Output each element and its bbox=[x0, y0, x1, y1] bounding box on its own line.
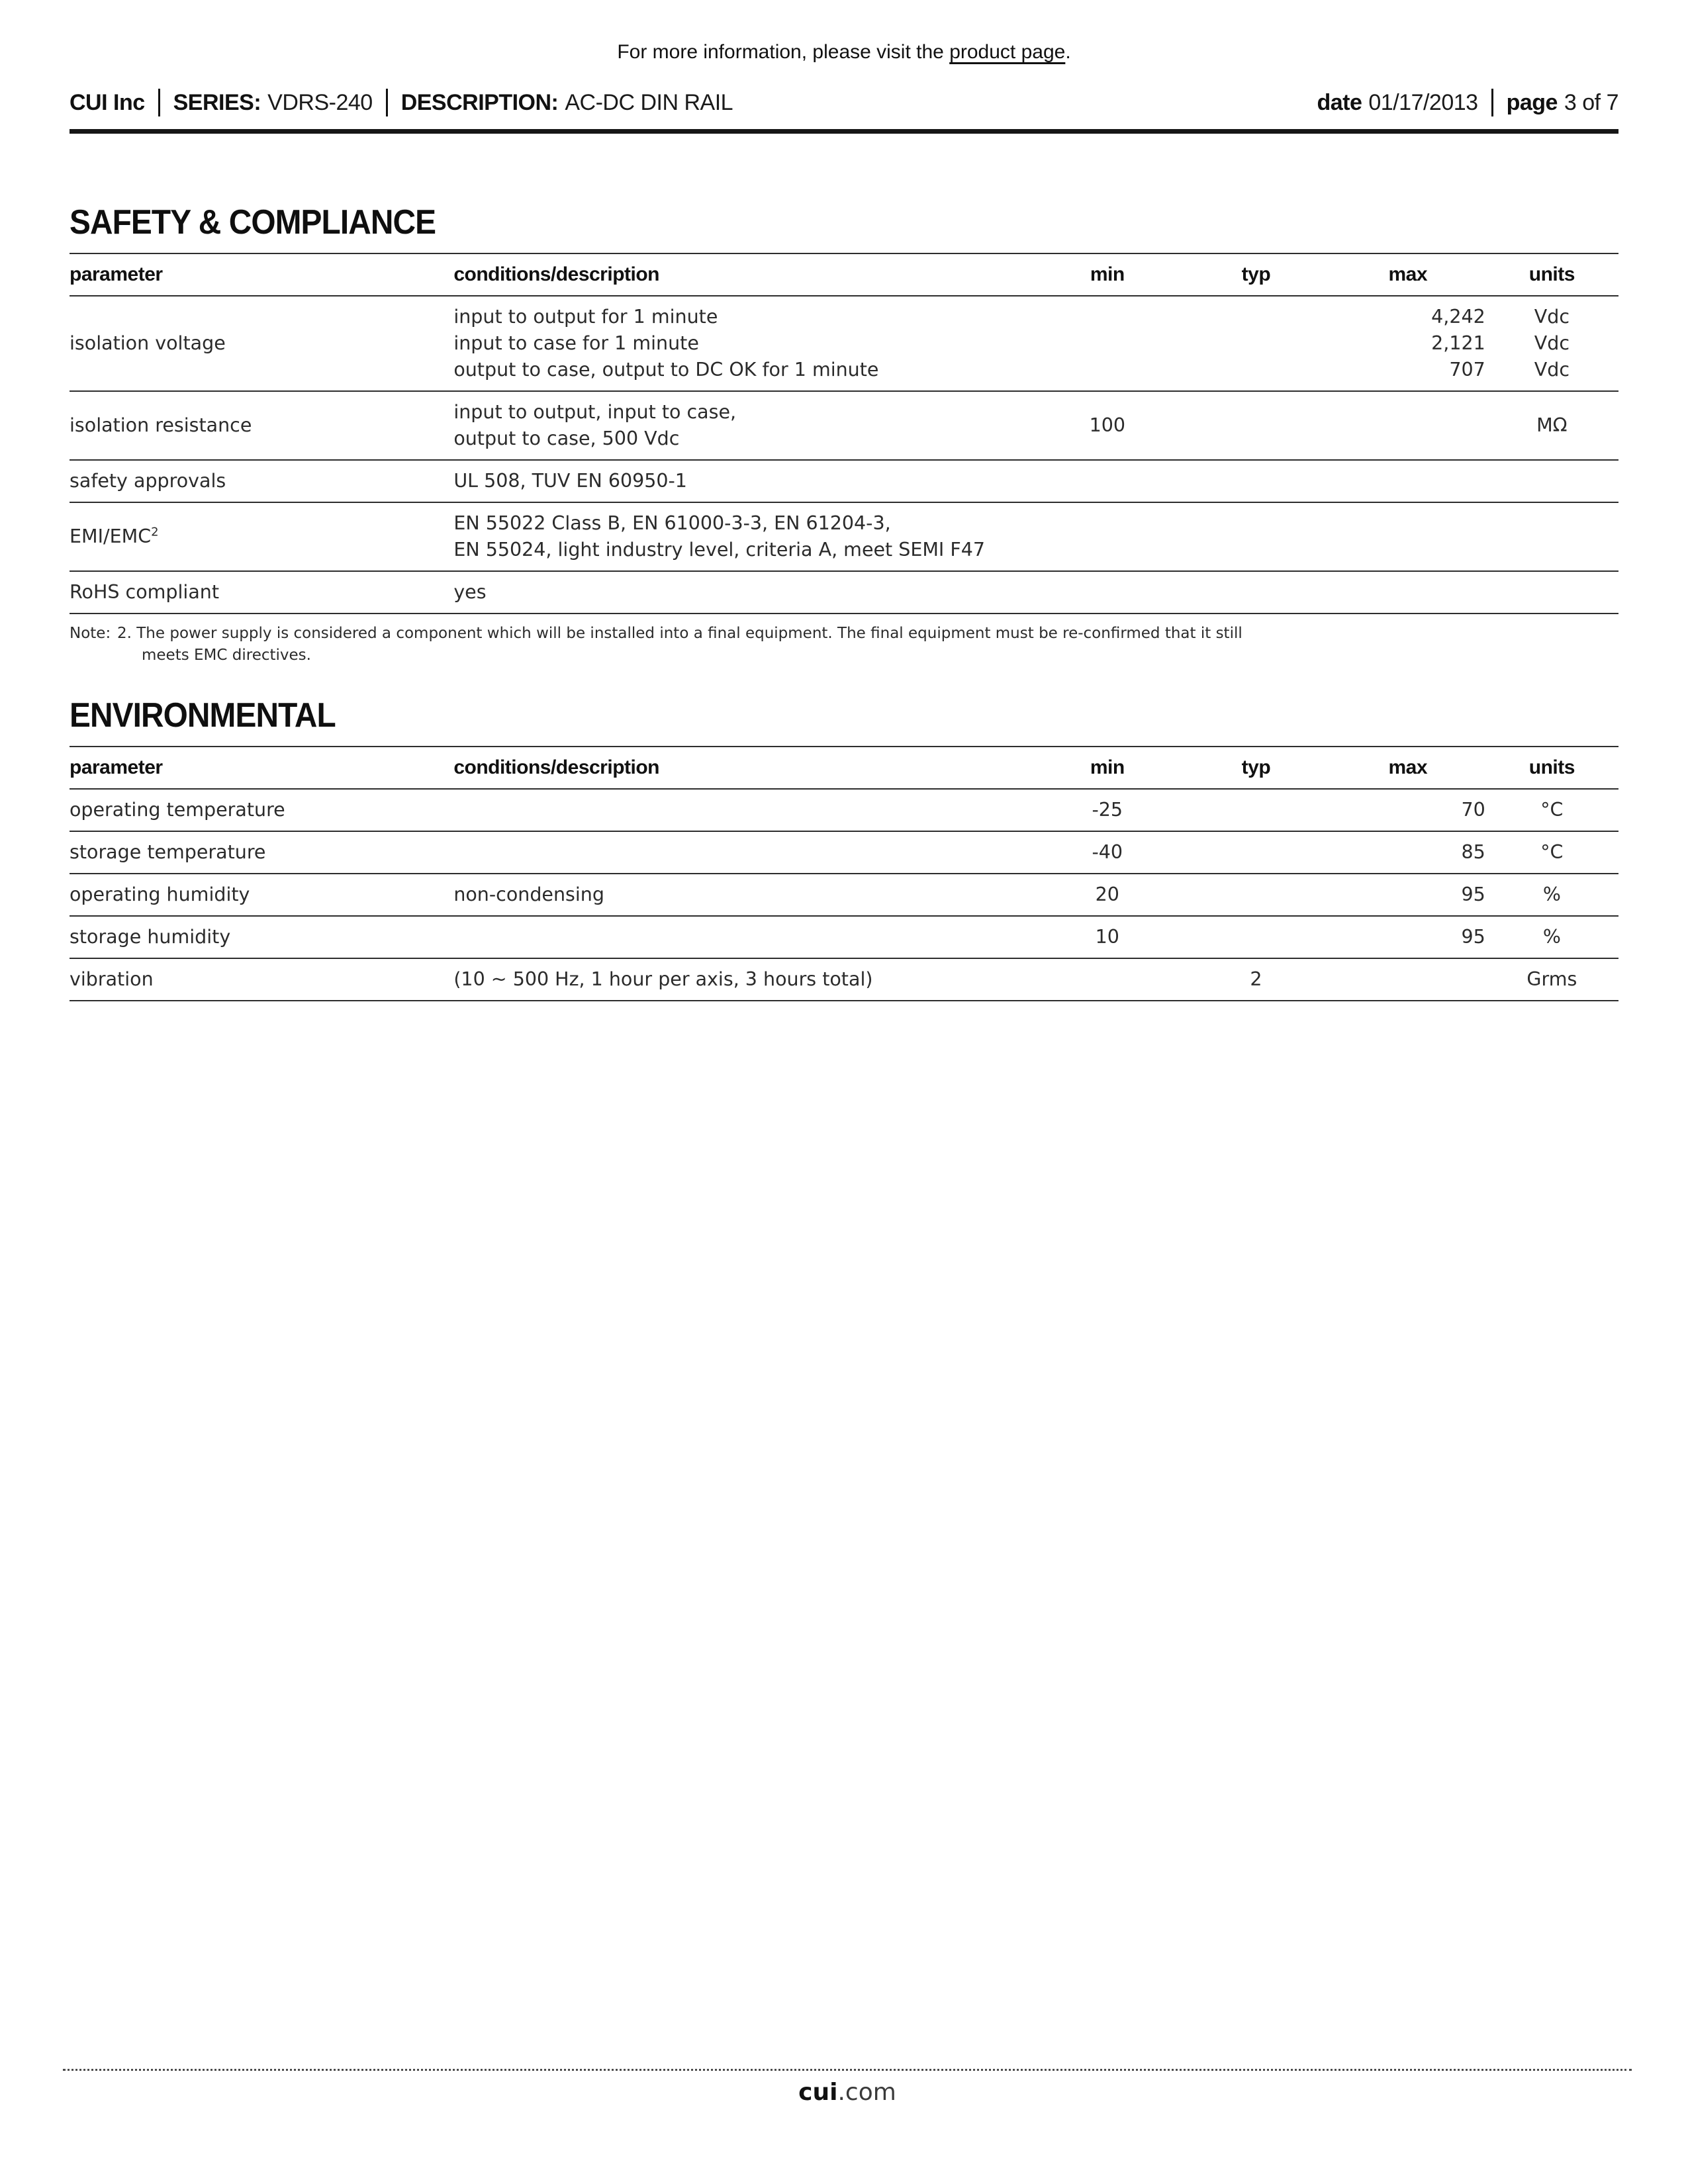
table-row bbox=[70, 571, 1618, 614]
cell-max bbox=[1331, 789, 1485, 831]
cell-typ bbox=[1182, 502, 1331, 571]
table-header-row bbox=[70, 747, 1618, 789]
safety-compliance-table bbox=[70, 253, 1618, 614]
cell-parameter: operating temperature bbox=[70, 789, 453, 831]
company-name: CUI Inc bbox=[70, 89, 145, 115]
cell-line: 4,242 bbox=[1431, 306, 1485, 328]
cell-typ bbox=[1182, 789, 1331, 831]
series-label: SERIES: bbox=[173, 89, 261, 115]
cell-units bbox=[1485, 571, 1618, 614]
top-note-period: . bbox=[1065, 41, 1071, 63]
cell-units bbox=[1485, 502, 1618, 571]
cell-min bbox=[1033, 831, 1182, 874]
cell-min bbox=[1033, 391, 1182, 460]
table-row bbox=[70, 460, 1618, 502]
document-header-right bbox=[1317, 89, 1618, 116]
table-body bbox=[70, 296, 1618, 614]
footer-site-link[interactable] bbox=[63, 2079, 1632, 2106]
cell-units bbox=[1485, 916, 1618, 958]
cell-max bbox=[1331, 571, 1485, 614]
cell-max bbox=[1331, 874, 1485, 916]
column-min: min bbox=[1033, 747, 1182, 789]
note-body bbox=[117, 623, 1243, 666]
top-note-text: For more information, please visit the bbox=[617, 41, 950, 63]
cell-typ bbox=[1182, 391, 1331, 460]
table-row bbox=[70, 789, 1618, 831]
cell-min bbox=[1033, 502, 1182, 571]
column-units: units bbox=[1485, 253, 1618, 296]
cell-typ bbox=[1182, 831, 1331, 874]
cell-typ bbox=[1182, 874, 1331, 916]
cell-max bbox=[1331, 502, 1485, 571]
cell-conditions bbox=[453, 296, 1033, 391]
divider-bar bbox=[158, 89, 160, 116]
cell-conditions bbox=[453, 460, 1033, 502]
note-line: meets EMC directives. bbox=[142, 647, 311, 664]
cell-typ bbox=[1182, 916, 1331, 958]
note-line: 2. The power supply is considered a component which will be installed into a final equipment. The final equipment must be re-confirmed that it still bbox=[117, 625, 1243, 642]
cell-line: 85 bbox=[1461, 841, 1485, 863]
cell-max bbox=[1331, 831, 1485, 874]
cell-line: MΩ bbox=[1536, 414, 1568, 436]
cell-line: 2,121 bbox=[1431, 332, 1485, 354]
cell-line: input to case for 1 minute bbox=[453, 332, 699, 354]
cell-line: 70 bbox=[1461, 799, 1485, 821]
cell-line: % bbox=[1542, 884, 1561, 905]
cell-line: Vdc bbox=[1534, 332, 1570, 354]
footnote-marker: 2 bbox=[151, 525, 159, 539]
note-label: Note: bbox=[70, 625, 111, 642]
cell-conditions bbox=[453, 391, 1033, 460]
cell-units bbox=[1485, 296, 1618, 391]
cell-line: °C bbox=[1540, 841, 1564, 863]
cell-min bbox=[1033, 916, 1182, 958]
cell-parameter: operating humidity bbox=[70, 874, 453, 916]
page-number: 3 of 7 bbox=[1564, 89, 1618, 115]
table-header bbox=[70, 253, 1618, 296]
cell-max bbox=[1331, 460, 1485, 502]
series-value: VDRS-240 bbox=[267, 89, 373, 115]
cell-min bbox=[1033, 958, 1182, 1001]
column-conditions: conditions/description bbox=[453, 253, 1033, 296]
cell-conditions bbox=[453, 831, 1033, 874]
cell-units bbox=[1485, 789, 1618, 831]
cell-parameter: storage humidity bbox=[70, 916, 453, 958]
cell-line: °C bbox=[1540, 799, 1564, 821]
cell-units bbox=[1485, 874, 1618, 916]
cell-typ bbox=[1182, 460, 1331, 502]
header-rule bbox=[70, 129, 1618, 134]
cell-max bbox=[1331, 391, 1485, 460]
cell-line: 10 bbox=[1095, 926, 1119, 948]
column-units: units bbox=[1485, 747, 1618, 789]
cell-min bbox=[1033, 296, 1182, 391]
cell-line: input to output for 1 minute bbox=[453, 306, 718, 328]
cell-parameter: isolation voltage bbox=[70, 296, 453, 391]
cell-conditions bbox=[453, 874, 1033, 916]
cell-min bbox=[1033, 789, 1182, 831]
column-min: min bbox=[1033, 253, 1182, 296]
table-row bbox=[70, 916, 1618, 958]
column-parameter: parameter bbox=[70, 747, 453, 789]
table-row bbox=[70, 391, 1618, 460]
cell-line: yes bbox=[453, 581, 487, 603]
table-row bbox=[70, 296, 1618, 391]
footer-domain-rest: .com bbox=[837, 2079, 896, 2106]
cell-conditions bbox=[453, 571, 1033, 614]
cell-line: 2 bbox=[1250, 968, 1262, 990]
table-body bbox=[70, 789, 1618, 1001]
cell-line: Vdc bbox=[1534, 306, 1570, 328]
column-typ: typ bbox=[1182, 253, 1331, 296]
cell-conditions bbox=[453, 916, 1033, 958]
cell-parameter: isolation resistance bbox=[70, 391, 453, 460]
environmental-table bbox=[70, 746, 1618, 1001]
footer-dotted-rule bbox=[63, 2069, 1632, 2071]
table-row bbox=[70, 831, 1618, 874]
table-row bbox=[70, 874, 1618, 916]
table-row bbox=[70, 502, 1618, 571]
description-value: AC-DC DIN RAIL bbox=[565, 89, 733, 115]
page-label: page bbox=[1506, 89, 1558, 115]
cell-parameter: vibration bbox=[70, 958, 453, 1001]
cell-line: non-condensing bbox=[453, 884, 604, 905]
cell-line: -25 bbox=[1092, 799, 1123, 821]
environmental-section-title: ENVIRONMENTAL bbox=[70, 696, 336, 735]
top-note bbox=[70, 0, 1618, 64]
cell-parameter: RoHS compliant bbox=[70, 571, 453, 614]
safety-section-title: SAFETY & COMPLIANCE bbox=[70, 203, 436, 242]
page-footer bbox=[63, 2069, 1632, 2106]
cell-units bbox=[1485, 958, 1618, 1001]
cell-line: 95 bbox=[1461, 926, 1485, 948]
divider-bar bbox=[386, 89, 388, 116]
table-row bbox=[70, 958, 1618, 1001]
cell-parameter: storage temperature bbox=[70, 831, 453, 874]
divider-bar bbox=[1491, 89, 1493, 116]
cell-units bbox=[1485, 460, 1618, 502]
cell-line: output to case, 500 Vdc bbox=[453, 428, 680, 449]
cell-max bbox=[1331, 916, 1485, 958]
footer-domain-bold: cui bbox=[798, 2079, 838, 2106]
table-header bbox=[70, 747, 1618, 789]
cell-max bbox=[1331, 296, 1485, 391]
date-value: 01/17/2013 bbox=[1368, 89, 1478, 115]
cell-typ bbox=[1182, 296, 1331, 391]
cell-line: EN 55024, light industry level, criteria A, meet SEMI F47 bbox=[453, 539, 986, 561]
cell-line: 100 bbox=[1089, 414, 1125, 436]
cell-line: 95 bbox=[1461, 884, 1485, 905]
cell-line: EN 55022 Class B, EN 61000-3-3, EN 61204-3, bbox=[453, 512, 891, 534]
cell-units bbox=[1485, 831, 1618, 874]
column-max: max bbox=[1331, 747, 1485, 789]
table-header-row bbox=[70, 253, 1618, 296]
cell-line: 20 bbox=[1095, 884, 1119, 905]
document-header-left bbox=[70, 89, 733, 116]
cell-line: UL 508, TUV EN 60950-1 bbox=[453, 470, 687, 492]
cell-min bbox=[1033, 874, 1182, 916]
cell-line: % bbox=[1542, 926, 1561, 948]
cell-typ bbox=[1182, 571, 1331, 614]
cell-parameter: safety approvals bbox=[70, 460, 453, 502]
description-label: DESCRIPTION: bbox=[400, 89, 559, 115]
cell-line: output to case, output to DC OK for 1 minute bbox=[453, 359, 879, 381]
cell-line: input to output, input to case, bbox=[453, 401, 737, 423]
cell-line: Vdc bbox=[1534, 359, 1570, 381]
cell-line: -40 bbox=[1092, 841, 1123, 863]
cell-line: Grms bbox=[1526, 968, 1577, 990]
product-page-link[interactable]: product page bbox=[949, 41, 1066, 63]
cell-conditions bbox=[453, 958, 1033, 1001]
cell-min bbox=[1033, 571, 1182, 614]
document-header bbox=[70, 86, 1618, 119]
cell-conditions bbox=[453, 789, 1033, 831]
column-conditions: conditions/description bbox=[453, 747, 1033, 789]
cell-min bbox=[1033, 460, 1182, 502]
cell-units bbox=[1485, 391, 1618, 460]
cell-line: (10 ~ 500 Hz, 1 hour per axis, 3 hours total) bbox=[453, 968, 873, 990]
cell-line: 707 bbox=[1449, 359, 1485, 381]
column-max: max bbox=[1331, 253, 1485, 296]
cell-max bbox=[1331, 958, 1485, 1001]
column-parameter: parameter bbox=[70, 253, 453, 296]
cell-typ bbox=[1182, 958, 1331, 1001]
cell-parameter: EMI/EMC$^2$ bbox=[70, 502, 453, 571]
date-label: date bbox=[1317, 89, 1362, 115]
cell-conditions bbox=[453, 502, 1033, 571]
column-typ: typ bbox=[1182, 747, 1331, 789]
table-note bbox=[70, 623, 1618, 666]
